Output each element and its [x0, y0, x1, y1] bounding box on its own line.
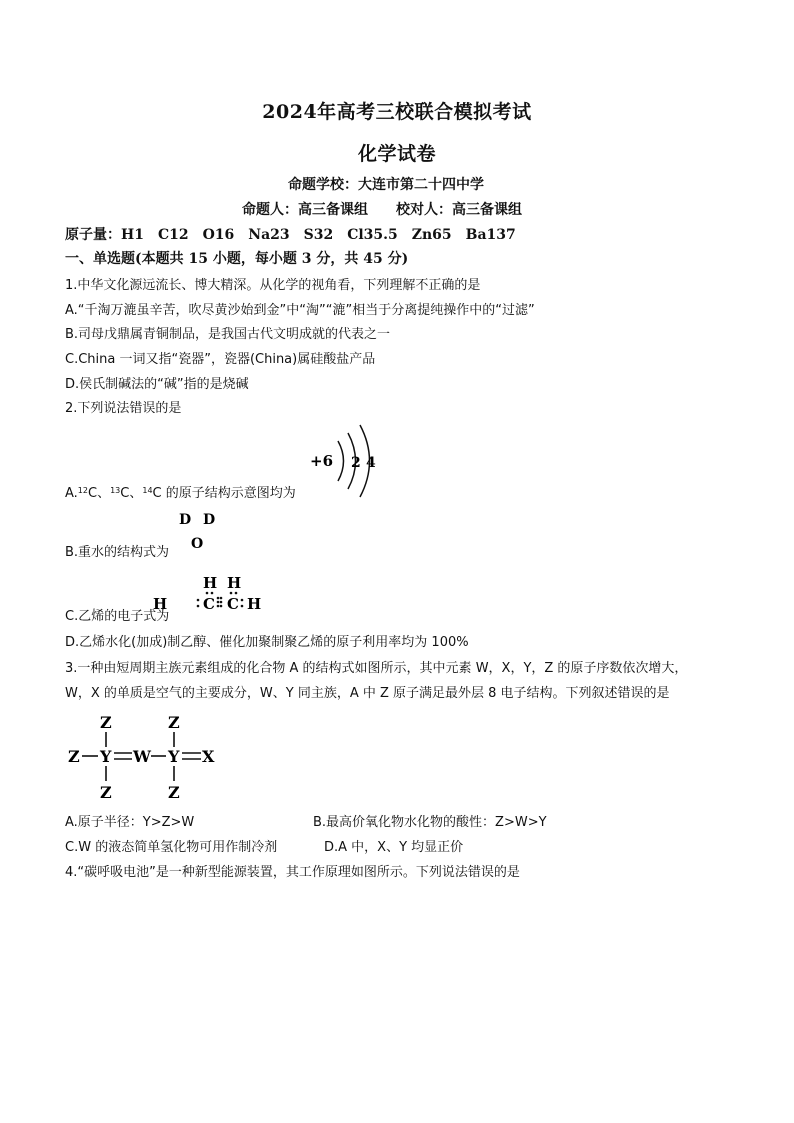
svg-text:C: C	[203, 595, 215, 613]
exam-title: 2024年高考三校联合模拟考试	[262, 101, 532, 123]
oxygen: O	[191, 536, 204, 552]
heavy-water-structure	[172, 509, 228, 553]
q3-option-b: B.最高价氧化物水化物的酸性：Z>W>Y	[313, 815, 547, 830]
q2-option-c: C.乙烯的电子式为	[65, 609, 170, 624]
deuterium-2: D	[203, 512, 216, 528]
q2-option-a: A.$^{12}$C、$^{13}$C、$^{14}$C 的原子结构示意图均为	[65, 486, 296, 501]
subject-title: 化学试卷	[357, 143, 436, 165]
svg-text:Z: Z	[168, 713, 180, 732]
svg-text:C: C	[227, 595, 239, 613]
deuterium-1: D	[179, 512, 192, 528]
isotope-mass: 12	[77, 486, 88, 495]
svg-text:X: X	[202, 747, 215, 766]
authors-line: 命题人：高三备课组 校对人：高三备课组	[242, 202, 522, 218]
q1-option-c: C.China 一词又指“瓷器”，瓷器(China)属硅酸盐产品	[65, 352, 376, 367]
shell-electrons-1: 2	[351, 455, 361, 471]
shell-arc-1	[338, 441, 344, 481]
compound-a-structure	[62, 709, 222, 801]
shell-electrons-2: 4	[366, 455, 376, 471]
svg-text:H: H	[227, 574, 242, 592]
q3-option-c: C.W 的液态简单氢化物可用作制冷剂	[65, 840, 278, 855]
q1-stem: 1.中华文化源远流长、博大精深。从化学的视角看，下列理解不正确的是	[65, 278, 481, 293]
svg-text:Z: Z	[168, 783, 180, 801]
q3-stem-line1: 3.一种由短周期主族元素组成的化合物 A 的结构式如图所示，其中元素 W，X，Y，Z 的原子序数依次增大，	[65, 661, 688, 676]
svg-text:Z: Z	[68, 747, 80, 766]
q3-stem-line2: W，X 的单质是空气的主要成分，W、Y 同主族，A 中 Z 原子满足最外层 8 电子结构。下列叙述错误的是	[65, 686, 670, 701]
svg-text:H: H	[203, 574, 218, 592]
q2-stem: 2.下列说法错误的是	[65, 401, 182, 416]
section-heading: 一、单选题(本题共 15 小题，每小题 3 分，共 45 分)	[65, 251, 409, 267]
atom-structure-diagram	[305, 423, 385, 499]
svg-text:Z: Z	[100, 713, 112, 732]
q2-option-d: D.乙烯水化(加成)制乙醇、催化加聚制聚乙烯的原子利用率均为 100%	[65, 635, 469, 650]
isotope-mass: 13	[110, 486, 121, 495]
q3-option-d: D.A 中，X、Y 均显正价	[324, 840, 464, 855]
svg-text:H: H	[153, 595, 168, 613]
svg-text:W: W	[133, 747, 151, 766]
q4-stem: 4.“碳呼吸电池”是一种新型能源装置，其工作原理如图所示。下列说法错误的是	[65, 865, 520, 880]
svg-text:Y: Y	[168, 747, 180, 766]
q1-option-b: B.司母戊鼎属青铜制品，是我国古代文明成就的代表之一	[65, 327, 391, 342]
q1-option-d: D.侯氏制碱法的“碱”指的是烧碱	[65, 377, 249, 392]
q2-option-b: B.重水的结构式为	[65, 545, 170, 560]
nucleus-charge: +6	[310, 452, 334, 470]
svg-text:Y: Y	[100, 747, 112, 766]
q1-option-a: A.“千淘万漉虽辛苦，吹尽黄沙始到金”中“淘”“漉”相当于分离提纯操作中的“过滤”	[65, 303, 535, 318]
atomic-mass-line: 原子量：H1 C12 O16 Na23 S32 Cl35.5 Zn65 Ba137	[65, 227, 516, 243]
q3-option-a: A.原子半径：Y>Z>W	[65, 815, 195, 830]
svg-text:Z: Z	[100, 783, 112, 801]
svg-text:H: H	[247, 595, 262, 613]
isotope-mass: 14	[142, 486, 153, 495]
school-line: 命题学校：大连市第二十四中学	[288, 177, 484, 193]
